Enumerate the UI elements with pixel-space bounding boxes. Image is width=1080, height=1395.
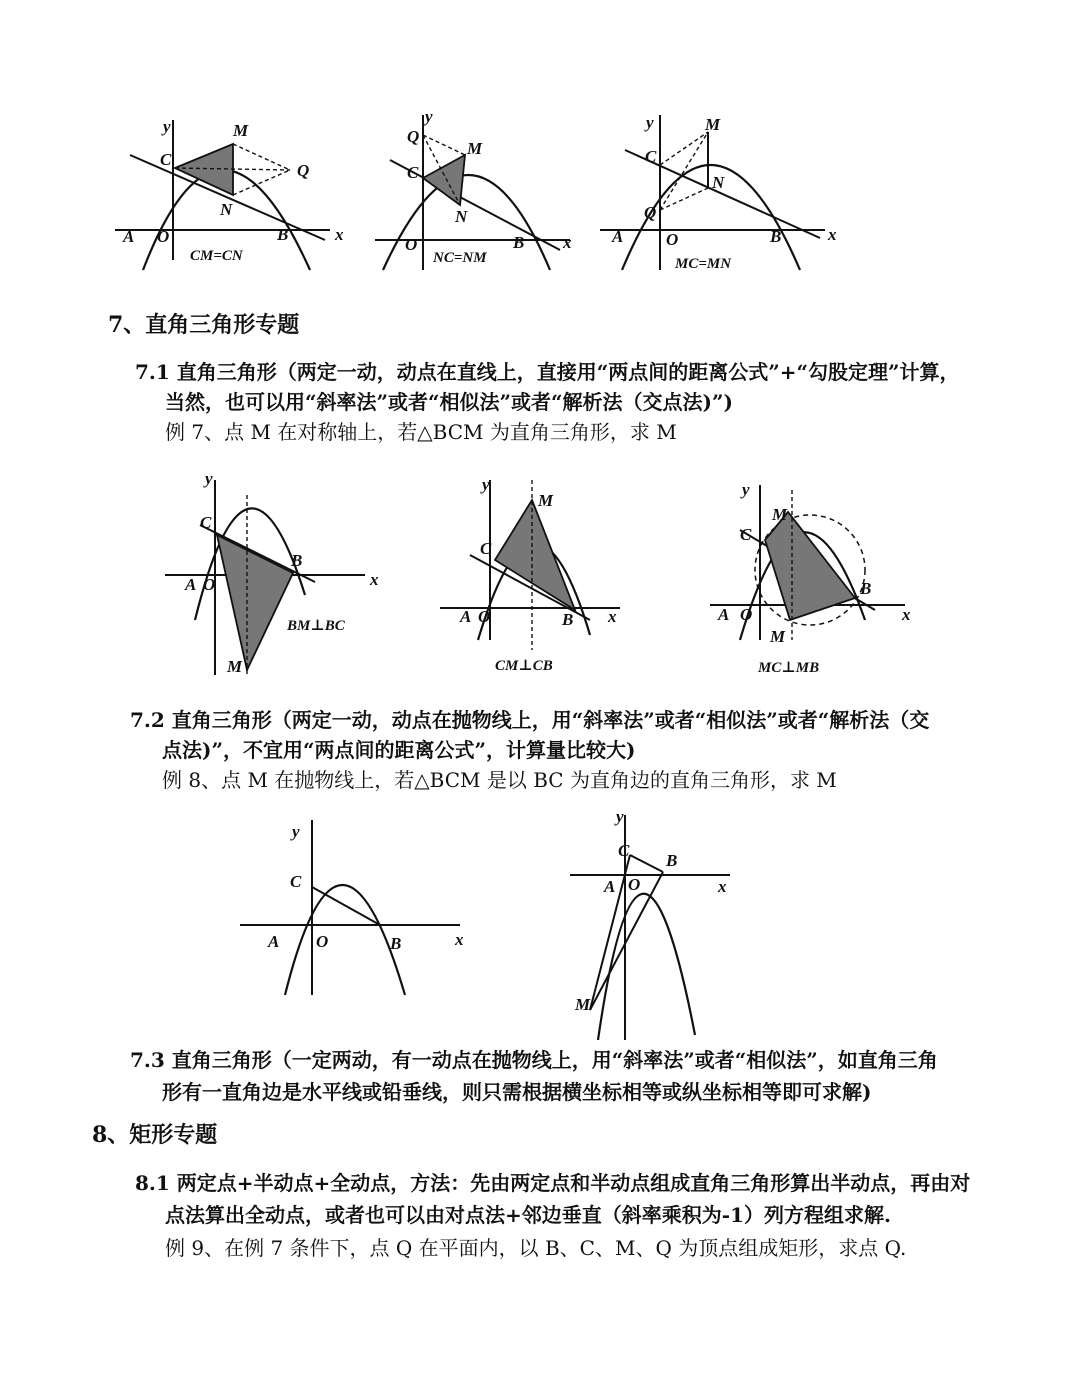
figure-bm-perp-bc — [165, 470, 385, 680]
figure-label: B — [562, 610, 574, 629]
figure-label: M — [705, 115, 721, 134]
figure-label: MC⊥MB — [758, 660, 820, 676]
figure-label: x — [608, 607, 617, 626]
figure-label: x — [902, 605, 911, 624]
s72-line1: 7.2 直角三角形（两定一动，动点在抛物线上，用“斜率法”或者“相似法”或者“解析法（交 — [130, 708, 930, 732]
figure-label: A — [268, 932, 280, 951]
figure-label: x — [828, 225, 837, 244]
figure-stroke — [495, 500, 575, 610]
figure-label: M — [467, 139, 483, 158]
figure-label: O — [740, 605, 753, 624]
figure-label: A — [460, 607, 472, 626]
figure-label: C — [740, 525, 752, 544]
figure-stroke — [660, 132, 708, 165]
figure-stroke — [233, 144, 290, 170]
figure-label: CM⊥CB — [495, 658, 553, 674]
figure-label: B — [770, 227, 782, 246]
figure-label: MC=MN — [675, 256, 732, 272]
figure-label: y — [742, 480, 750, 499]
figure-stroke — [285, 885, 405, 995]
figure-stroke — [423, 135, 465, 155]
section-7-heading: 7、直角三角形专题 — [108, 312, 300, 338]
s73-line1: 7.3 直角三角形（一定两动，有一动点在抛物线上，用“斜率法”或者“相似法”，如直角三角 — [130, 1048, 938, 1072]
s81-line1: 8.1 两定点+半动点+全动点，方法：先由两定点和半动点组成直角三角形算出半动点，再由对 — [135, 1171, 971, 1195]
figure-label: NC=NM — [433, 250, 487, 266]
figure-label: B — [513, 233, 525, 252]
example-9: 例 9、在例 7 条件下，点 Q 在平面内，以 B、C、M、Q 为顶点组成矩形，求点 Q. — [165, 1236, 907, 1260]
s72-line2: 点法)”，不宜用“两点间的距离公式”，计算量比较大) — [162, 738, 636, 762]
figure-label: O — [157, 227, 170, 246]
figure-label: y — [205, 469, 213, 488]
figure-label: C — [618, 841, 630, 860]
figure-label: O — [405, 235, 418, 254]
figure-label: O — [203, 575, 216, 594]
figure-label: C — [200, 513, 212, 532]
figure-label: CM=CN — [190, 248, 243, 264]
figure-label: M — [227, 657, 243, 676]
figure-label: BM⊥BC — [287, 618, 345, 634]
figure-stroke — [423, 155, 465, 205]
section-8-heading: 8、矩形专题 — [92, 1122, 218, 1148]
figure-label: C — [480, 539, 492, 558]
figure-label: N — [712, 173, 725, 192]
figure-label: B — [390, 934, 402, 953]
figure-label: y — [616, 807, 624, 826]
figure-cm-cn — [115, 110, 345, 270]
s81-line2: 点法算出全动点，或者也可以由对点法+邻边垂直（斜率乘积为-1）列方程组求解. — [165, 1203, 891, 1227]
figure-label: C — [407, 163, 419, 182]
figure-cm-perp-cb — [440, 470, 640, 680]
figure-label: y — [646, 113, 654, 132]
figure-label: Q — [297, 161, 310, 180]
figure-label: x — [718, 877, 727, 896]
s73-line2: 形有一直角边是水平线或铅垂线，则只需根据横坐标相等或纵坐标相等即可求解) — [162, 1080, 872, 1104]
figure-label: O — [666, 230, 679, 249]
figure-label: M — [538, 491, 554, 510]
figure-example-8-a — [240, 815, 480, 995]
figure-label: x — [335, 225, 344, 244]
figure-stroke — [660, 132, 708, 210]
figure-label: C — [290, 872, 302, 891]
figure-label: y — [482, 475, 490, 494]
figure-mc-perp-mb — [710, 480, 910, 680]
figure-label: B — [277, 225, 289, 244]
figure-label: x — [563, 233, 572, 252]
figure-label: x — [455, 930, 464, 949]
example-8: 例 8、点 M 在抛物线上，若△BCM 是以 BC 为直角边的直角三角形，求 M — [162, 768, 837, 792]
figure-label: A — [612, 227, 624, 246]
figure-label: M — [575, 995, 591, 1014]
s71-line2: 当然，也可以用“斜率法”或者“相似法”或者“解析法（交点法)”) — [165, 390, 733, 414]
figure-label: B — [291, 551, 303, 570]
figure-label: y — [292, 822, 300, 841]
figure-label: A — [123, 227, 135, 246]
figure-label: Q — [407, 127, 420, 146]
figure-label: C — [160, 150, 172, 169]
figure-label: B — [666, 851, 678, 870]
figure-label: y — [425, 107, 433, 126]
figure-nc-nm — [375, 107, 585, 270]
figure-label: Q — [644, 203, 657, 222]
figure-label: M — [770, 627, 786, 646]
figure-label: M — [772, 505, 788, 524]
figure-mc-mn — [600, 110, 845, 270]
example-7: 例 7、点 M 在对称轴上，若△BCM 为直角三角形，求 M — [165, 420, 677, 444]
figure-label: N — [455, 207, 468, 226]
figure-stroke — [590, 872, 663, 1010]
figure-label: A — [718, 605, 730, 624]
figure-stroke — [630, 855, 663, 872]
s71-line1: 7.1 直角三角形（两定一动，动点在直线上，直接用“两点间的距离公式”+“勾股定理”计算， — [135, 360, 960, 384]
figure-label: N — [220, 200, 233, 219]
figure-stroke — [217, 535, 293, 670]
figure-label: B — [860, 579, 872, 598]
figure-example-8-b — [570, 807, 740, 1040]
figure-label: A — [604, 877, 616, 896]
figure-label: x — [370, 570, 379, 589]
figure-label: O — [316, 932, 329, 951]
figure-label: M — [233, 121, 249, 140]
figure-label: C — [645, 147, 657, 166]
figure-label: y — [163, 117, 171, 136]
figure-label: O — [478, 607, 491, 626]
figure-label: O — [628, 875, 641, 894]
figure-label: A — [185, 575, 197, 594]
